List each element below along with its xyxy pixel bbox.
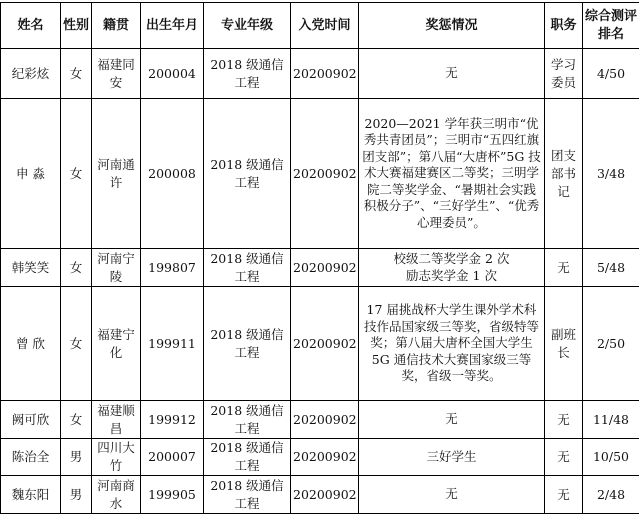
cell-party: 20200902	[291, 99, 359, 249]
cell-awards	[359, 249, 545, 287]
cell-name: 陈治全	[1, 439, 61, 476]
cell-major: 2018 级通信工程	[204, 99, 291, 249]
cell-rank: 2/48	[583, 476, 639, 514]
cell-birth: 200008	[141, 99, 204, 249]
student-table	[0, 2, 639, 514]
cell-origin: 河南商水	[92, 476, 141, 514]
cell-party: 20200902	[291, 439, 359, 476]
cell-position: 团支部书记	[545, 99, 583, 249]
table-row	[1, 287, 639, 401]
cell-gender: 男	[61, 476, 92, 514]
table-row	[1, 99, 639, 249]
cell-gender: 女	[61, 99, 92, 249]
cell-gender: 女	[61, 49, 92, 99]
cell-major: 2018 级通信工程	[204, 476, 291, 514]
cell-origin: 河南宁陵	[92, 249, 141, 287]
cell-birth: 200004	[141, 49, 204, 99]
header-gender: 性别	[61, 3, 92, 49]
cell-rank: 2/50	[583, 287, 639, 401]
cell-position: 无	[545, 401, 583, 439]
cell-rank: 3/48	[583, 99, 639, 249]
cell-origin: 福建宁化	[92, 287, 141, 401]
cell-party: 20200902	[291, 401, 359, 439]
cell-awards: 2020—2021 学年获三明市“优秀共青团员”；三明市“五四红旗团支部”；第八届“大唐杯”5G 技术大赛福建赛区二等奖；三明学院二等奖学金、“暑期社会实践积极分子”、“三好学生”、“优秀心理委员”。	[359, 99, 545, 249]
cell-party: 20200902	[291, 287, 359, 401]
cell-position: 无	[545, 439, 583, 476]
header-position: 职务	[545, 3, 583, 49]
cell-birth: 199912	[141, 401, 204, 439]
table-row	[1, 401, 639, 439]
cell-name: 阙可欣	[1, 401, 61, 439]
award-line: 校级二等奖学金 2 次	[393, 251, 510, 266]
cell-birth: 200007	[141, 439, 204, 476]
cell-awards: 三好学生	[359, 439, 545, 476]
award-line: 励志奖学金 1 次	[406, 267, 497, 283]
header-major: 专业年级	[204, 3, 291, 49]
cell-origin: 福建同安	[92, 49, 141, 99]
cell-origin: 四川大竹	[92, 439, 141, 476]
header-name: 姓名	[1, 3, 61, 49]
cell-name: 纪彩炫	[1, 49, 61, 99]
cell-party: 20200902	[291, 249, 359, 287]
table-row	[1, 439, 639, 476]
cell-birth: 199905	[141, 476, 204, 514]
cell-position: 学习委员	[545, 49, 583, 99]
header-birth: 出生年月	[141, 3, 204, 49]
cell-birth: 199807	[141, 249, 204, 287]
cell-gender: 男	[61, 439, 92, 476]
cell-awards: 无	[359, 401, 545, 439]
table-row	[1, 476, 639, 514]
cell-name: 申 淼	[1, 99, 61, 249]
header-rank: 综合测评排名	[583, 3, 639, 49]
cell-major: 2018 级通信工程	[204, 287, 291, 401]
header-party: 入党时间	[291, 3, 359, 49]
cell-party: 20200902	[291, 49, 359, 99]
cell-birth: 199911	[141, 287, 204, 401]
cell-rank: 5/48	[583, 249, 639, 287]
cell-gender: 女	[61, 401, 92, 439]
table-row	[1, 249, 639, 287]
cell-gender: 女	[61, 287, 92, 401]
header-origin: 籍贯	[92, 3, 141, 49]
cell-major: 2018 级通信工程	[204, 49, 291, 99]
cell-position: 无	[545, 476, 583, 514]
cell-name: 韩笑笑	[1, 249, 61, 287]
cell-rank: 11/48	[583, 401, 639, 439]
cell-major: 2018 级通信工程	[204, 401, 291, 439]
cell-rank: 4/50	[583, 49, 639, 99]
cell-position: 副班长	[545, 287, 583, 401]
cell-awards: 无	[359, 49, 545, 99]
cell-major: 2018 级通信工程	[204, 439, 291, 476]
cell-name: 曾 欣	[1, 287, 61, 401]
header-awards: 奖惩情况	[359, 3, 545, 49]
cell-awards: 无	[359, 476, 545, 514]
cell-party: 20200902	[291, 476, 359, 514]
cell-origin: 福建顺昌	[92, 401, 141, 439]
cell-name: 魏东阳	[1, 476, 61, 514]
cell-rank: 10/50	[583, 439, 639, 476]
header-row	[1, 3, 639, 49]
table-row	[1, 49, 639, 99]
cell-awards: 17 届挑战杯大学生课外学术科技作品国家级三等奖，省级特等奖；第八届大唐杯全国大学生5G 通信技术大赛国家级三等奖，省级一等奖。	[359, 287, 545, 401]
cell-position: 无	[545, 249, 583, 287]
cell-major: 2018 级通信工程	[204, 249, 291, 287]
cell-origin: 河南通许	[92, 99, 141, 249]
cell-gender: 女	[61, 249, 92, 287]
